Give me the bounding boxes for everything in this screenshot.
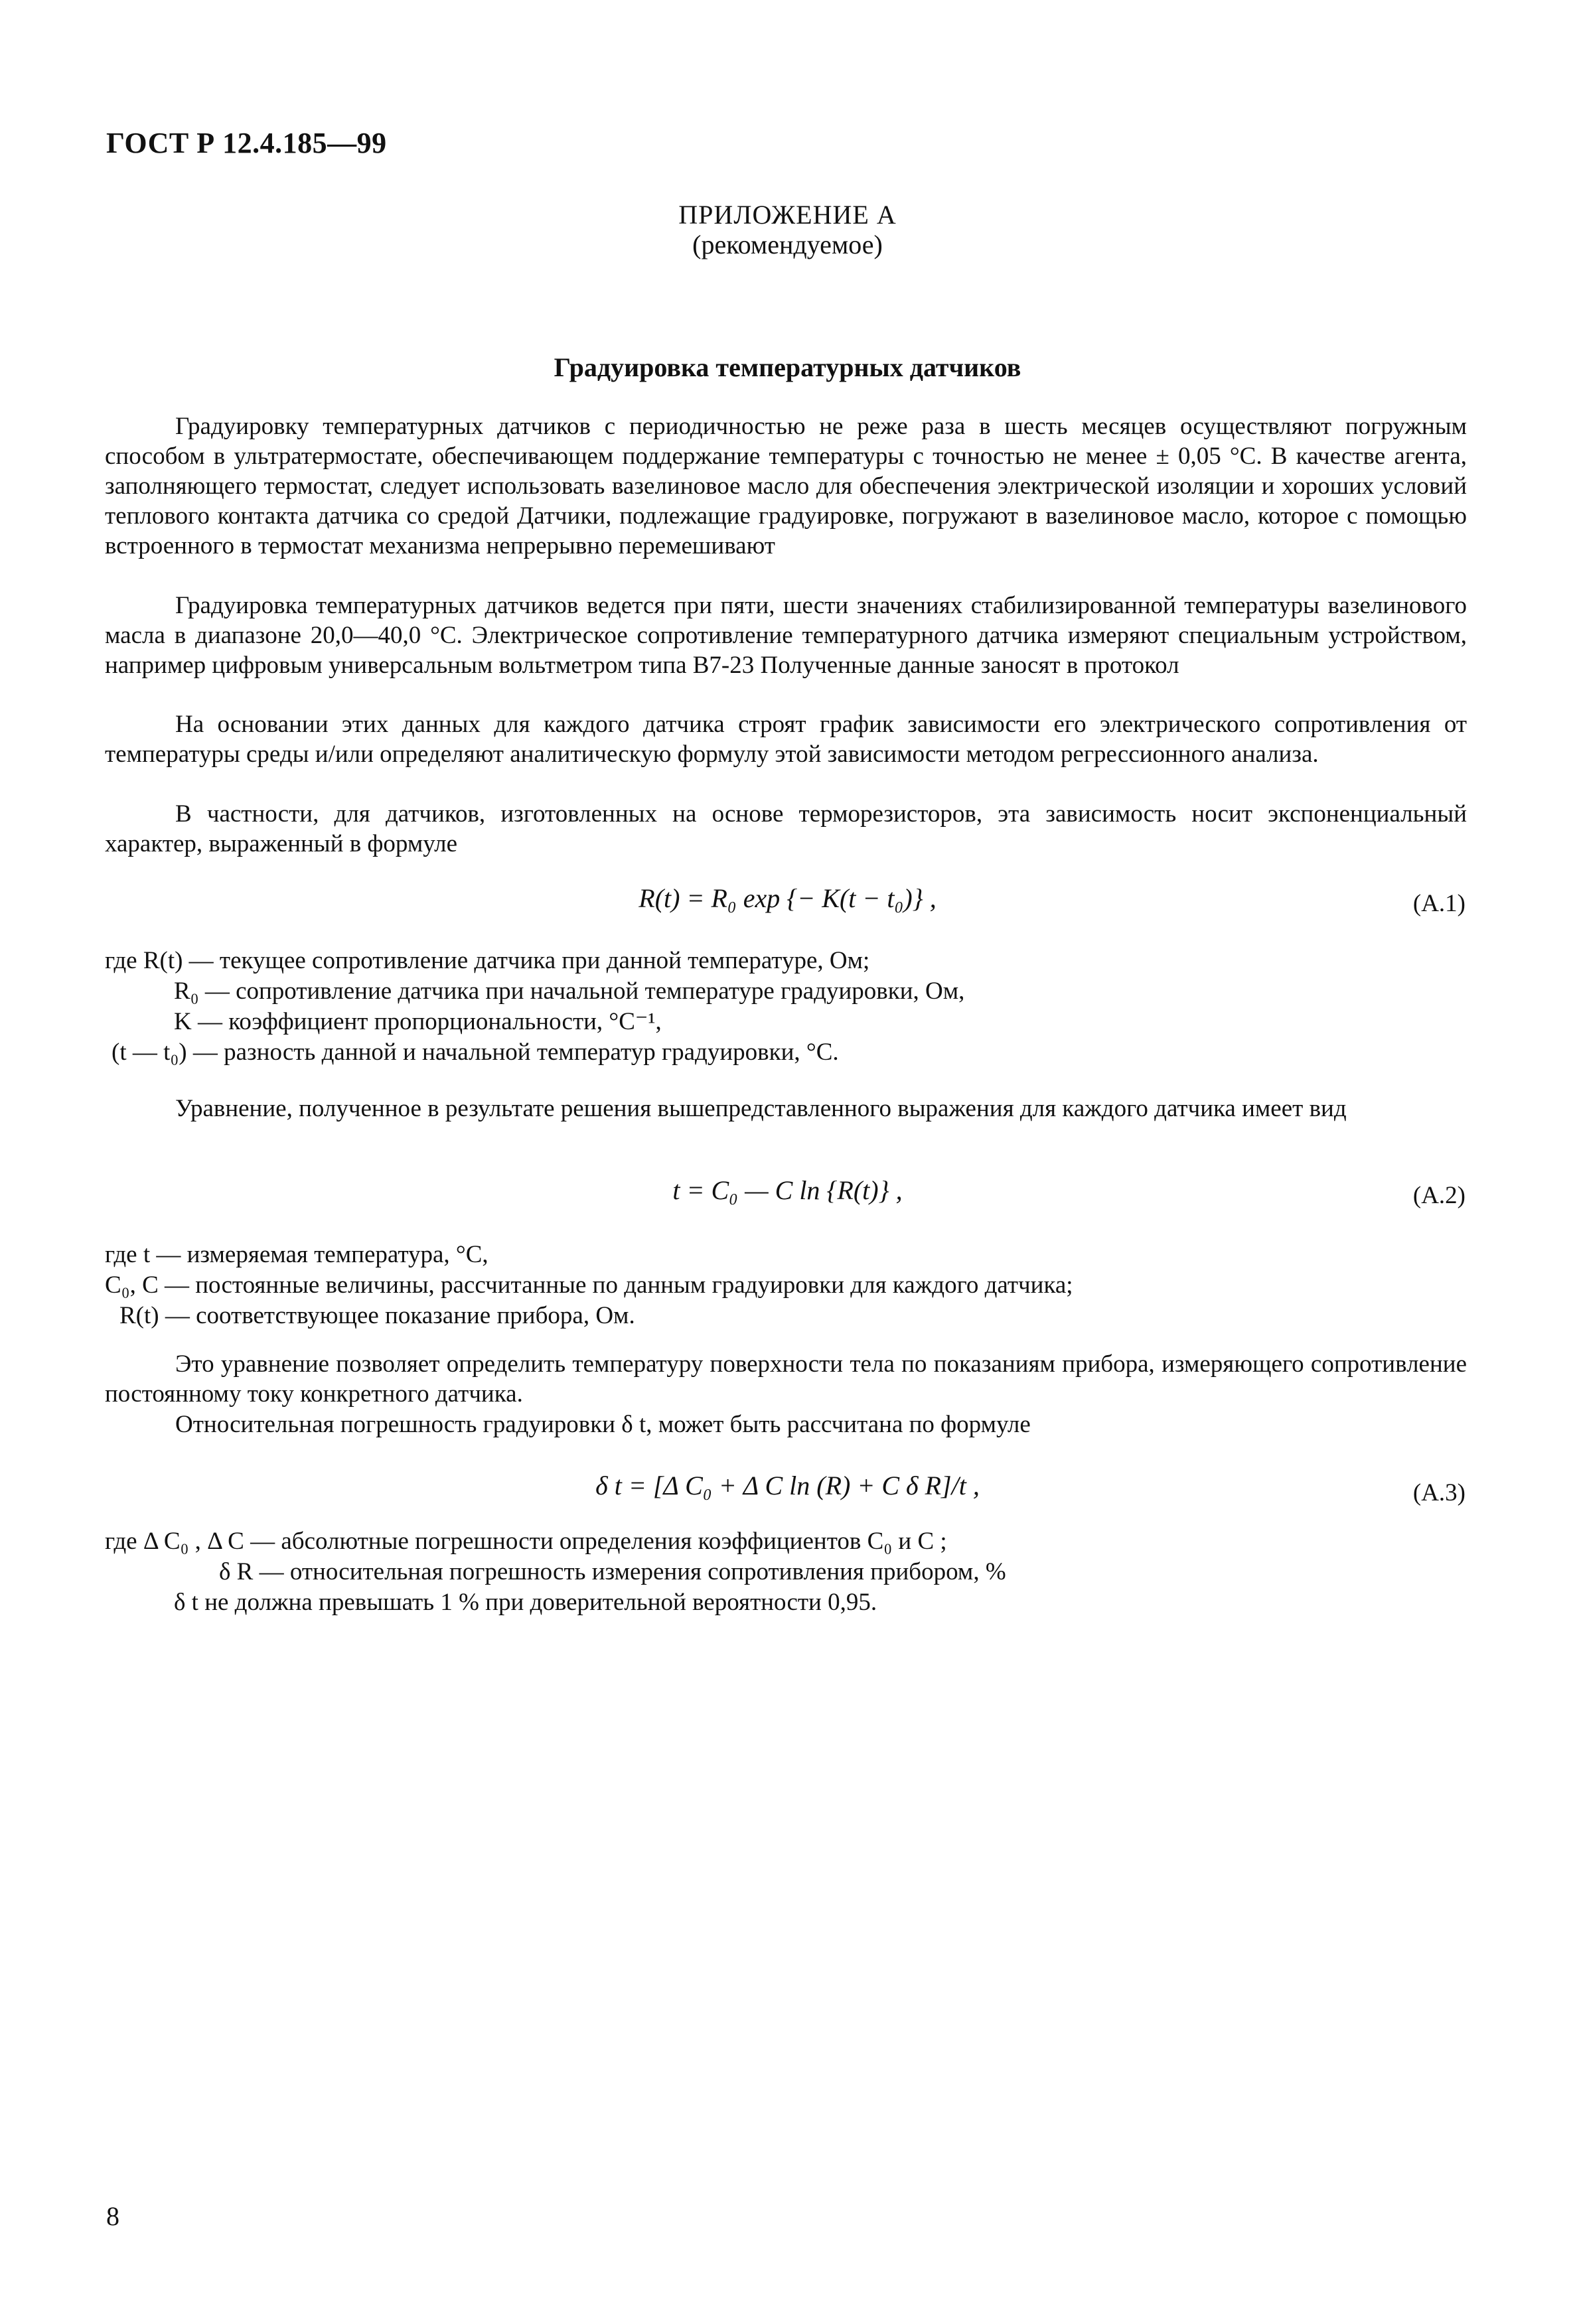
where-line: δ R — относительная погрешность измерения сопротивления прибором, % xyxy=(219,1558,1006,1585)
appendix-subtitle: (рекомендуемое) xyxy=(692,230,883,259)
paragraph-6 xyxy=(105,1349,1467,1409)
where-line: (t — t₀) — разность данной и начальной температур градуировки, °С. xyxy=(112,1039,839,1066)
formula-a2: t = C₀ — C ln {R(t)} , xyxy=(672,1175,903,1205)
formula-a1-number: (А.1) xyxy=(1412,890,1465,917)
where-line: R₀ — сопротивление датчика при начальной температуре градуировки, Ом, xyxy=(174,978,965,1005)
paragraph-text: Это уравнение позволяет определить температуру поверхности тела по показаниям прибора, измеряющего сопротивление постоянному току конкретного датчика. xyxy=(105,1350,1467,1408)
where-line: K — коэффициент пропорциональности, °С⁻¹, xyxy=(174,1008,662,1035)
where-line: C₀, C — постоянные величины, рассчитанные по данным градуировки для каждого датчика; xyxy=(105,1271,1073,1299)
paragraph-7 xyxy=(105,1410,1467,1439)
paragraph-1 xyxy=(105,411,1467,561)
formula-a3: δ t = [Δ C₀ + Δ C ln (R) + C δ R]/t , xyxy=(595,1471,980,1500)
appendix-title: ПРИЛОЖЕНИЕ А xyxy=(678,200,897,230)
paragraph-5 xyxy=(105,1094,1467,1124)
page-number: 8 xyxy=(106,2201,119,2231)
section-title: Градуировка температурных датчиков xyxy=(554,352,1021,382)
paragraph-text: В частности, для датчиков, изготовленных на основе терморезисторов, эта зависимость носит экспоненциальный характер, выраженный в формуле xyxy=(105,800,1467,857)
where-line: δ t не должна превышать 1 % при доверительной вероятности 0,95. xyxy=(174,1589,877,1616)
formula-a3-number: (А.3) xyxy=(1412,1479,1465,1506)
standard-code: ГОСТ Р 12.4.185—99 xyxy=(106,127,387,159)
paragraph-text: На основании этих данных для каждого датчика строят график зависимости его электрического сопротивления от температуры среды и/или определяют аналитическую формулу этой зависимости методом регрессионного анализа. xyxy=(105,711,1467,768)
where-line: где Δ C₀ , Δ C — абсолютные погрешности определения коэффициентов C₀ и C ; xyxy=(105,1528,947,1555)
formula-a2-number: (А.2) xyxy=(1412,1182,1465,1209)
formula-a1: R(t) = R₀ exp {− K(t − t₀)} , xyxy=(638,883,937,913)
where-line: где R(t) — текущее сопротивление датчика при данной температуре, Ом; xyxy=(105,947,870,974)
paragraph-text: Относительная погрешность градуировки δ t, может быть рассчитана по формуле xyxy=(175,1411,1031,1438)
where-line: R(t) — соответствующее показание прибора, Ом. xyxy=(119,1302,635,1329)
paragraph-text: Уравнение, полученное в результате решения вышепредставленного выражения для каждого датчика имеет вид xyxy=(175,1095,1347,1122)
paragraph-4 xyxy=(105,799,1467,859)
paragraph-3 xyxy=(105,709,1467,769)
where-line: где t — измеряемая температура, °С, xyxy=(105,1241,488,1268)
paragraph-text: Градуировка температурных датчиков ведется при пяти, шести значениях стабилизированной температуры вазелинового масла в диапазоне 20,0—40,0 °С. Электрическое сопротивление температурного датчика измеряют специальным устройством, например цифровым универсальным вольтметром типа В7-23 Полученные данные заносят в протокол xyxy=(105,592,1467,679)
paragraph-text: Градуировку температурных датчиков с периодичностью не реже раза в шесть месяцев осуществляют погружным способом в ультратермостате, обеспечивающем поддержание температуры с точностью не менее ± 0,05 °С. В качестве агента, заполняющего термостат, следует использовать вазелиновое масло для обеспечения электрической изоляции и хороших условий теплового контакта датчика со средой Датчики, подлежащие градуировке, погружают в вазелиновое масло, которое с помощью встроенного в термостат механизма непрерывно перемешивают xyxy=(105,413,1467,559)
paragraph-2 xyxy=(105,591,1467,680)
